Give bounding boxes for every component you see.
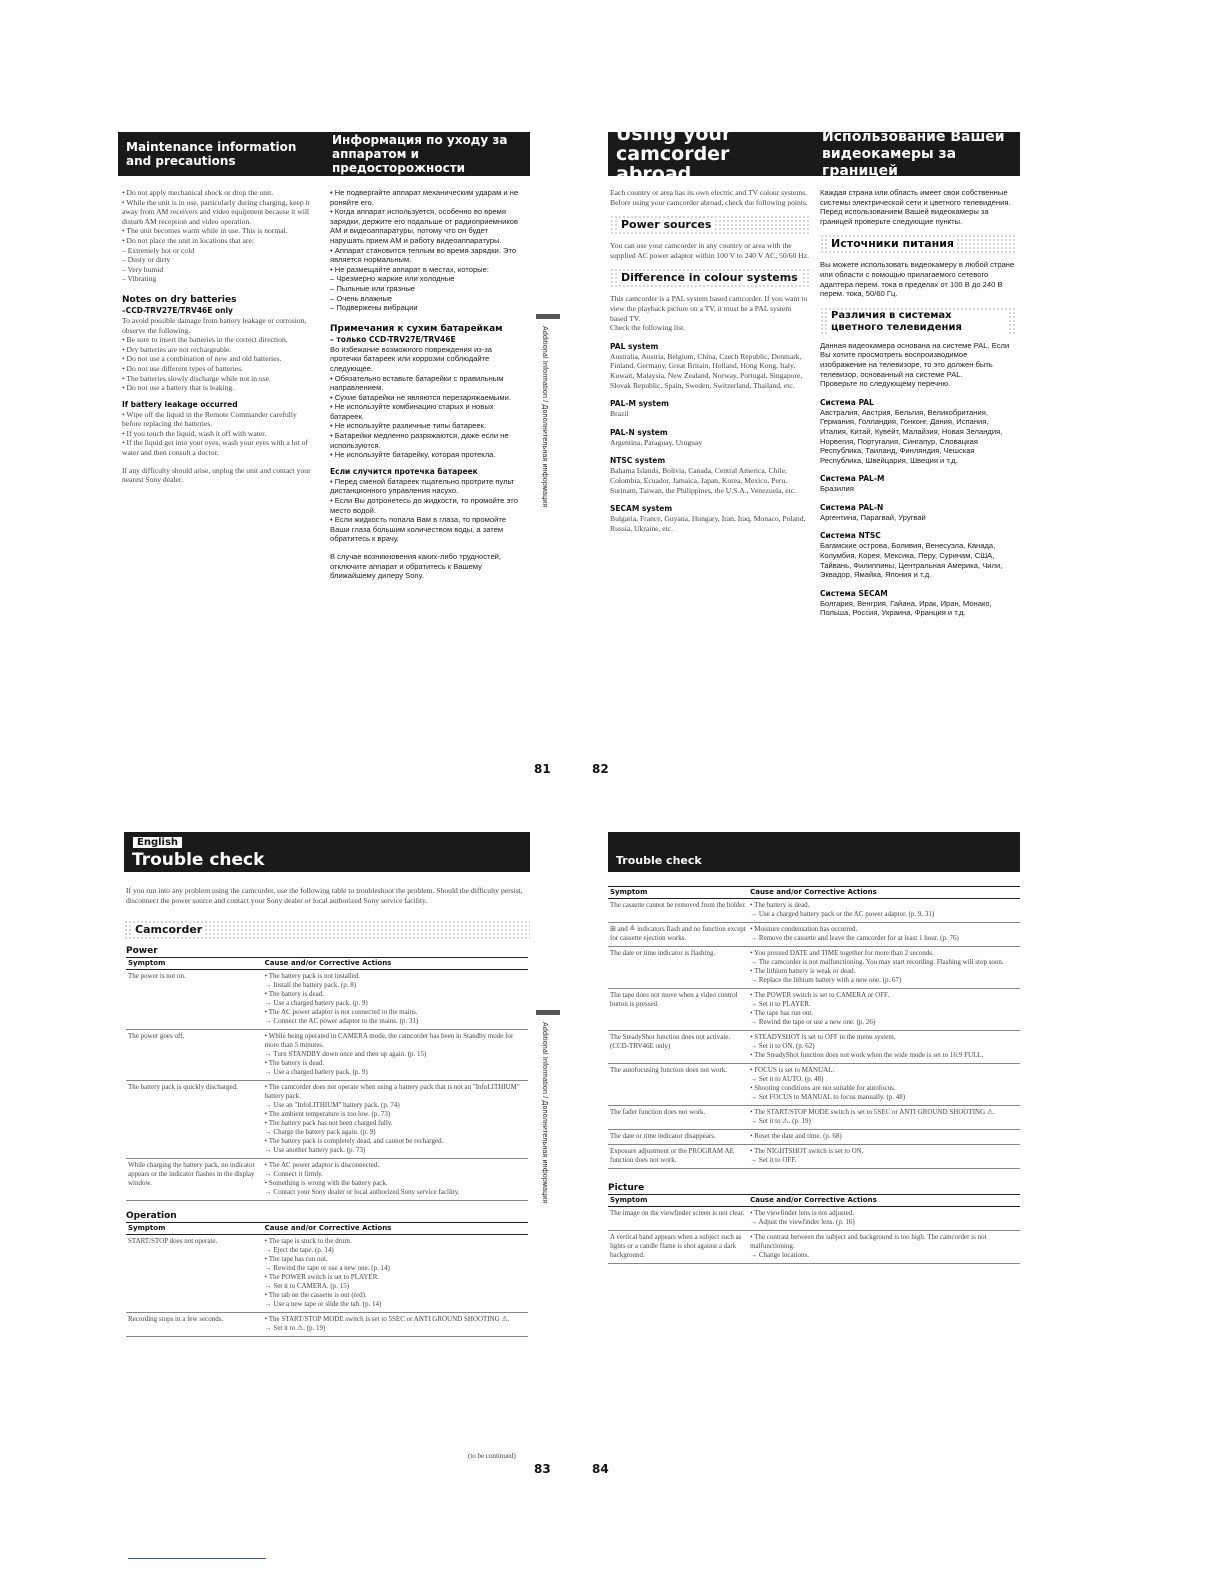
- ru-paln-title: Система PAL-N: [820, 502, 884, 512]
- ru-palm-body: Бразилия: [820, 484, 854, 494]
- symptom-cell: The date or time indicator disappears.: [608, 1130, 748, 1145]
- camcorder-title: Camcorder: [132, 923, 205, 937]
- en-pal-body: Australia, Austria, Belgium, China, Czech Republic, Denmark, Finland, Germany, Great Britain, Holland, Hong Kong, Italy, Kuwait, Malaysia, New Zealand, Norway, Portugal, Singapore, Slovak Republic, Spain, Sweden, Switzerland, Thailand, etc.: [610, 351, 803, 390]
- cause-cell: • Moisture condensation has occurred. → Remove the cassette and leave the camcorder for at least 1 hour. (p. 76): [748, 923, 1020, 947]
- symptom-cell: A vertical band appears when a subject such as lights or a candle flame is shot against a dark background.: [608, 1231, 748, 1264]
- table-row: [608, 1064, 1020, 1106]
- en-dry-title: Notes on dry batteries: [122, 294, 237, 305]
- en-palm-body: Brazil: [610, 409, 629, 419]
- cause-cell: • STEADYSHOT is set to OFF in the menu system. → Set it to ON. (p. 62) • The SteadyShot function does not work when the wide mode is set to 16:9 FULL.: [748, 1031, 1020, 1064]
- sidebar-label: Additional Information / Дополнительная информация: [541, 326, 548, 508]
- power-caption: Power: [126, 946, 158, 956]
- symptom-cell: Exposure adjustment or the PROGRAM AE function does not work.: [608, 1145, 748, 1169]
- ru-power-body: Вы можете использовать видеокамеру в любой стране или области с помощью прилагаемого сетевого адаптера перем. тока в пределах от 100 В до 240 В перем. тока, 50/60 Гц.: [820, 260, 1015, 299]
- page-81: [118, 132, 530, 792]
- symptom-cell: The autofocusing function does not work.: [608, 1064, 748, 1106]
- lang-tag: English: [132, 836, 183, 849]
- col-cause: Cause and/or Corrective Actions: [748, 1195, 1020, 1207]
- en-paln-title: PAL-N system: [610, 427, 668, 437]
- power-section: [126, 946, 528, 1337]
- ru-secam-body: Болгария, Венгрия, Гайана, Ирак, Иран, Монако, Польша, Россия, Украина, Франция и т.д.: [820, 598, 992, 618]
- column-en: [610, 188, 810, 533]
- header-ru: Информация по уходу за аппаратом и предосторожности: [332, 133, 508, 175]
- table-row: [126, 1235, 528, 1313]
- symptom-cell: The fader function does not work.: [608, 1106, 748, 1130]
- en-ntsc-body: Bahama Islands, Bolivia, Canada, Central America, Chile, Colombia, Ecuador, Jamaica, Japan, Korea, Mexico, Peru, Surinam, Taiwan, the Philippines, the U.S.A., Venezuela, etc.: [610, 466, 797, 495]
- colour-band: [610, 268, 810, 288]
- symptom-cell: START/STOP does not operate.: [126, 1235, 263, 1313]
- ru-paln-body: Аргентина, Парагвай, Уругвай: [820, 512, 926, 522]
- en-secam-title: SECAM system: [610, 504, 673, 514]
- col-symptom: Symptom: [126, 1223, 263, 1235]
- symptom-cell: Recording stops in a few seconds.: [126, 1313, 263, 1337]
- page-84: [608, 832, 1020, 1392]
- symptom-cell: The battery pack is quickly discharged.: [126, 1081, 263, 1159]
- ru-leak-title: Если случится протечка батареек: [330, 466, 478, 476]
- en-leak-title: If battery leakage occurred: [122, 399, 238, 409]
- page-83: [124, 832, 530, 1452]
- cause-cell: • The START/STOP MODE switch is set to 5SEC or ANTI GROUND SHOOTING ⚠. → Set it to ⚠. (p. 19): [748, 1106, 1020, 1130]
- en-body: • Do not apply mechanical shock or drop the unit. • While the unit is in use, particularly during charging, keep it away from AM receivers and video equipment because it will disturb AM reception and video operation. • The unit becomes warm while in use. This is normal. • Do not place the unit in locations that are: – Extremely hot or cold – Dusty or dirty – Very humid – Vibrating: [122, 188, 310, 284]
- page-83-header: [124, 832, 530, 872]
- en-secam-body: Bulgaria, France, Guyana, Hungary, Iran, Iraq, Monaco, Poland, Russia, Ukraine, etc.: [610, 514, 806, 533]
- en-palm-title: PAL-M system: [610, 399, 669, 409]
- page-81-header: [118, 132, 530, 176]
- en-dry-model: –CCD-TRV27E/TRV46E only: [122, 305, 233, 315]
- cause-cell: • The tape is stuck to the drum. → Eject the tape. (p. 14) • The tape has run out. → Rewind the tape or use a new one. (p. 14) • The POWER switch is set to PLAYER. → Set it to CAMERA. (p. 15) • The tab on the cassette is out (red). → Use a new tape or slide the tab. (p. 14): [263, 1235, 528, 1313]
- symptom-cell: While charging the battery pack, no indicator appears or the indicator flashes in the display window.: [126, 1159, 263, 1201]
- ru-dry-model: – только CCD-TRV27E/TRV46E: [330, 334, 456, 344]
- cause-cell: • The AC power adaptor is disconnected. → Connect it firmly. • Something is wrong with the battery pack. → Contact your Sony dealer or local authorized Sony service facility.: [263, 1159, 528, 1201]
- intro: If you run into any problem using the camcorder, use the following table to troubleshoot the problem. Should the difficulty persist, disconnect the power source and contact your Sony dealer or local authorized Sony service facility.: [126, 886, 523, 905]
- col-symptom: Symptom: [608, 887, 748, 899]
- col-symptom: Symptom: [608, 1195, 748, 1207]
- ru-power-title: Источники питания: [828, 237, 957, 251]
- page-number: 84: [592, 1462, 609, 1476]
- page-84-header: [608, 832, 1020, 872]
- header-title: Trouble check: [616, 854, 702, 867]
- cause-cell: • While being operated in CAMERA mode, the camcorder has been in Standby mode for more than 5 minutes. → Turn STANDBY down once and then up again. (p. 15) • The battery is dead. → Use a charged battery pack. (p. 9): [263, 1030, 528, 1081]
- table-row: [126, 1030, 528, 1081]
- camcorder-band: [124, 920, 530, 940]
- en-final: If any difficulty should arise, unplug the unit and contact your nearest Sony dealer.: [122, 465, 311, 485]
- ru-dry-body: Во избежание возможного повреждения из-за протечки батареек или коррозии соблюдайте следующее. • Обязательно вставьте батарейки с правильным направлением. • Сухие батарейки не являются перезаряжаемыми. • Не используйте комбинацию старых и новых батареек. • Не используйте различные типы батареек. • Батарейки медленно разряжаются, даже если не используются. • Не используйте батарейку, которая протекла.: [330, 344, 511, 460]
- en-colour-body: This camcorder is a PAL system based camcorder. If you want to view the playback picture on a TV, it must be a PAL system based TV. Check the following list.: [610, 294, 808, 333]
- symptom-cell: ⊞ and ≜ indicators flash and no function except for cassette ejection works.: [608, 923, 748, 947]
- table-row: [608, 1106, 1020, 1130]
- cause-cell: • FOCUS is set to MANUAL. → Set it to AUTO. (p. 48) • Shooting conditions are not suitable for autofocus. → Set FOCUS to MANUAL to focus manually. (p. 48): [748, 1064, 1020, 1106]
- header-en: Using your camcorder abroad: [616, 123, 732, 185]
- col-cause: Cause and/or Corrective Actions: [748, 887, 1020, 899]
- operation-table: [126, 1222, 528, 1337]
- cause-cell: • The camcorder does not operate when using a battery pack that is not an "InfoLITHIUM" battery pack. → Use an "InfoLITHIUM" battery pack. (p. 74) • The ambient temperature is too low. (p. 73) • The battery pack has not been charged fully. → Charge the battery pack again. (p. 9) • The battery pack is completely dead, and cannot be recharged. → Use another battery pack. (p. 73): [263, 1081, 528, 1159]
- table-row: [126, 1313, 528, 1337]
- table-row: [126, 970, 528, 1030]
- table-row: [126, 1081, 528, 1159]
- col-cause: Cause and/or Corrective Actions: [263, 1223, 528, 1235]
- operation-caption: Operation: [126, 1211, 177, 1221]
- table-row: [608, 947, 1020, 989]
- picture-caption: Picture: [608, 1183, 645, 1193]
- cause-cell: • The viewfinder lens is not adjusted. → Adjust the viewfinder lens. (p. 16): [748, 1207, 1020, 1231]
- ru-intro: Каждая страна или область имеет свои собственные системы электрической сети и цветного телевидения. Перед использованием Вашей видеокамеры за границей проверьте следующие пункты.: [820, 188, 1011, 226]
- table-row: [608, 1145, 1020, 1169]
- sidebar-marker: [536, 314, 560, 319]
- table-row: [608, 923, 1020, 947]
- en-power-body: You can use your camcorder in any country or area with the supplied AC power adaptor within 100 V to 240 V AC, 50/60 Hz.: [610, 241, 809, 260]
- ru-dry-title: Примечания к сухим батарейкам: [330, 323, 503, 334]
- symptom-cell: The SteadyShot function does not activate. (CCD-TRV46E only): [608, 1031, 748, 1064]
- table-row: [608, 899, 1020, 923]
- en-intro: Each country or area has its own electric and TV colour systems. Before using your camcorder abroad, check the following points.: [610, 188, 808, 207]
- symptom-cell: The power is not on.: [126, 970, 263, 1030]
- symptom-cell: The cassette cannot be removed from the holder.: [608, 899, 748, 923]
- header-title: Trouble check: [132, 850, 265, 870]
- power-band: [610, 215, 810, 235]
- cause-cell: • The contrast between the subject and background is too high. The camcorder is not malfunctioning. → Change locations.: [748, 1231, 1020, 1264]
- picture-table: [608, 1194, 1020, 1264]
- cause-cell: • The battery is dead. → Use a charged battery pack or the AC power adaptor. (p. 9, 31): [748, 899, 1020, 923]
- ru-ntsc-title: Система NTSC: [820, 531, 881, 541]
- colour-title: Difference in colour systems: [618, 271, 801, 285]
- ru-ntsc-body: Багамские острова, Боливия, Венесуэла, Канада, Колумбия, Корея, Мексика, Перу, Суринам, США, Тайвань, Филиппины, Центральная Америка, Чили, Эквадор, Ямайка, Япония и т.д.: [820, 541, 1003, 580]
- page-number: 83: [534, 1462, 551, 1476]
- ru-pal-title: Система PAL: [820, 397, 874, 407]
- page-number: 82: [592, 762, 609, 776]
- symptom-cell: The power goes off.: [126, 1030, 263, 1081]
- ops-section: [608, 886, 1020, 1264]
- en-paln-body: Argentina, Paraguay, Uruguay: [610, 437, 703, 447]
- sidebar-label: Additional Information / Дополнительная информация: [541, 1022, 548, 1204]
- col-cause: Cause and/or Corrective Actions: [263, 958, 528, 970]
- column-ru: [820, 188, 1016, 618]
- symptom-cell: The image on the viewfinder screen is not clear.: [608, 1207, 748, 1231]
- table-row: [608, 989, 1020, 1031]
- en-leak-body: • Wipe off the liquid in the Remote Commander carefully before replacing the batteries. • If you touch the liquid, wash it off with water. • If the liquid get into your eyes, wash your eyes with a lot of water and then consult a doctor.: [122, 409, 308, 458]
- table-row: [126, 1159, 528, 1201]
- symptom-cell: The date or time indicator is flashing.: [608, 947, 748, 989]
- symptom-cell: The tape does not move when a video control button is pressed.: [608, 989, 748, 1031]
- footer-rule: [128, 1558, 266, 1559]
- ru-final: В случае возникновения каких-либо трудностей, отключите аппарат и обратитесь к Вашему ближайшему дилеру Sony.: [330, 552, 502, 581]
- ru-pal-body: Австралия, Австрия, Бельгия, Великобритания, Германия, Голландия, Гонконг, Дания, Испания, Италия, Китай, Кувейт, Малайзия, Новая Зеландия, Норвегия, Португалия, Сингапур, Словацкая Республика, Таиланд, Финляндия, Чешская Республика, Швейцария, Швеция и т.д.: [820, 407, 1003, 465]
- page-number: 81: [534, 762, 551, 776]
- column-en: [122, 188, 316, 485]
- en-pal-title: PAL system: [610, 341, 659, 351]
- ru-leak-body: • Перед сменой батареек тщательно протрите пульт дистанционного управления насухо. • Если Вы дотронетесь до жидкости, то промойте это место водой. • Если жидкость попала Вам в глаза, то промойте Ваши глаза большим количеством воды, а затем обратитесь к врачу.: [330, 476, 518, 544]
- ru-palm-title: Система PAL-M: [820, 474, 885, 484]
- table-row: [608, 1031, 1020, 1064]
- en-ntsc-title: NTSC system: [610, 456, 666, 466]
- table-row: [608, 1231, 1020, 1264]
- page-82: [608, 123, 1020, 792]
- cause-cell: • Reset the date and time. (p. 68): [748, 1130, 1020, 1145]
- col-symptom: Symptom: [126, 958, 263, 970]
- cause-cell: • The NIGHTSHOT switch is set to ON. → Set it to OFF.: [748, 1145, 1020, 1169]
- table-row: [608, 1130, 1020, 1145]
- header-ru: Использование Вашей видеокамеры за границей: [822, 128, 1005, 179]
- power-table: [126, 957, 528, 1201]
- cause-cell: • The START/STOP MODE switch is set to 5SEC or ANTI GROUND SHOOTING ⚠. → Set it to ⚠. (p. 19): [263, 1313, 528, 1337]
- ru-secam-title: Система SECAM: [820, 588, 888, 598]
- power-title: Power sources: [618, 218, 714, 232]
- ru-colour-body: Данная видеокамера основана на системе PAL. Если Вы хотите просмотреть воспроизводимое изображение на телевизоре, то это должен быть телевизор, основанный на системе PAL. Проверьте по следующему перечню.: [820, 340, 1010, 389]
- page-82-header: [608, 123, 1020, 185]
- cause-cell: • You pressed DATE and TIME together for more than 2 seconds. → The camcorder is not malfunctioning. You may start recording. Flashing will stop soon. • The lithium battery is weak or dead. → Replace the lithium battery with a new one. (p. 67): [748, 947, 1020, 989]
- ops-table: [608, 886, 1020, 1169]
- table-row: [608, 1207, 1020, 1231]
- en-dry-body: To avoid possible damage from battery leakage or corrosion, observe the following. • Be sure to insert the batteries in the correct direction. • Dry batteries are not rechargeable. • Do not use a combination of new and old batteries. • Do not use different types of batteries. • The batteries slowly discharge while not in use. • Do not use a battery that is leaking.: [122, 315, 307, 393]
- continued-note: (to be continued): [468, 1452, 516, 1460]
- ru-colour-title: Различия в системах цветного телевидения: [828, 310, 1008, 334]
- ru-body: • Не подвергайте аппарат механическим ударам и не роняйте его. • Когда аппарат используется, особенно во время зарядки, держите его подальше от радиоприемников AM и видеоаппаратуры, потому что он будет нарушать прием AM и работу видеоаппаратуры. • Аппарат становится теплым во время зарядки. Это является нормальным. • Не размещайте аппарат в местах, которые: – Чрезмерно жаркие или холодные – Пыльные или грязные – Очень влажные – Подвержены вибрации: [330, 188, 519, 313]
- ru-power-band: [820, 234, 1016, 254]
- column-ru: [330, 188, 522, 581]
- header-en: Maintenance information and precautions: [126, 140, 297, 168]
- sidebar-marker: [536, 1010, 560, 1015]
- cause-cell: • The POWER switch is set to CAMERA or OFF. → Set it to PLAYER. • The tape has run out. → Rewind the tape or use a new one. (p. 26): [748, 989, 1020, 1031]
- ru-colour-band: [820, 307, 1016, 335]
- cause-cell: • The battery pack is not installed. → Install the battery pack. (p. 8) • The battery is dead. → Use a charged battery pack. (p. 9) • The AC power adaptor is not connected to the mains. → Connect the AC power adaptor to the mains. (p. 31): [263, 970, 528, 1030]
